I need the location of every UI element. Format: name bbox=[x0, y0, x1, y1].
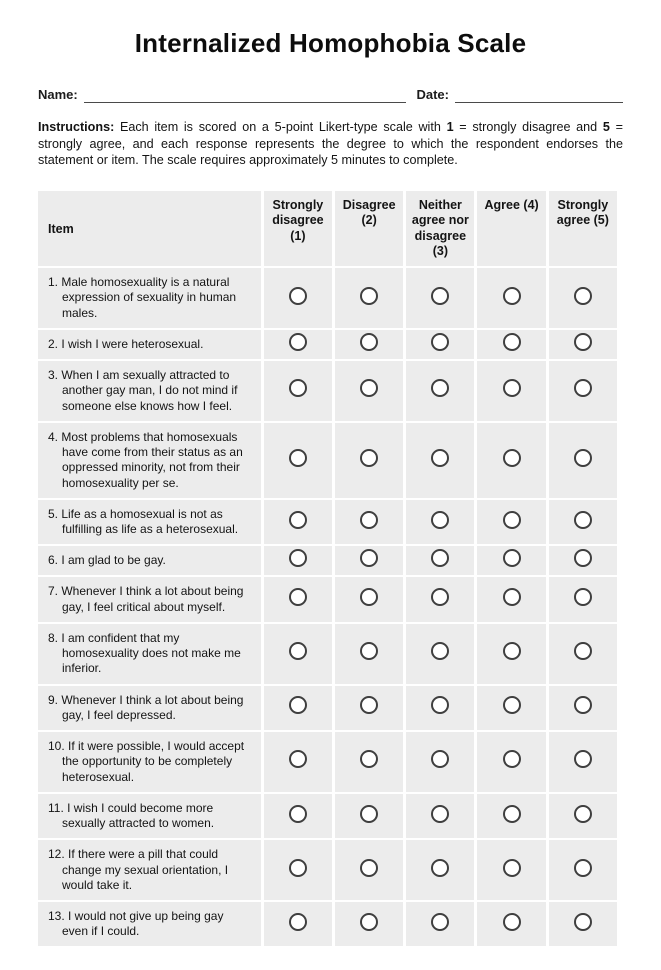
instructions-bold-5: 5 bbox=[602, 120, 610, 134]
choice-cell bbox=[549, 577, 617, 621]
likert-column-header: Strongly agree (5) bbox=[549, 191, 617, 266]
item-text: 1. Male homosexuality is a natural expression of sexuality in human males. bbox=[38, 268, 261, 328]
instructions-paragraph bbox=[38, 119, 623, 169]
radio-circle[interactable] bbox=[431, 642, 449, 660]
radio-circle[interactable] bbox=[503, 750, 521, 768]
choice-cell bbox=[406, 840, 474, 900]
radio-circle[interactable] bbox=[503, 588, 521, 606]
radio-circle[interactable] bbox=[503, 549, 521, 567]
choice-cell bbox=[406, 546, 474, 575]
item-text: 7. Whenever I think a lot about being gay, I feel critical about myself. bbox=[38, 577, 261, 621]
table-row bbox=[38, 268, 617, 328]
choice-cell bbox=[549, 268, 617, 328]
radio-circle[interactable] bbox=[431, 805, 449, 823]
item-column-header: Item bbox=[38, 191, 261, 266]
choice-cell bbox=[549, 624, 617, 684]
radio-circle[interactable] bbox=[289, 859, 307, 877]
radio-circle[interactable] bbox=[289, 805, 307, 823]
radio-circle[interactable] bbox=[574, 750, 592, 768]
choice-cell bbox=[264, 686, 332, 730]
choice-cell bbox=[264, 794, 332, 838]
likert-column-header: Disagree (2) bbox=[335, 191, 403, 266]
choice-cell bbox=[406, 500, 474, 544]
table-row bbox=[38, 423, 617, 498]
choice-cell bbox=[477, 902, 545, 946]
choice-cell bbox=[549, 423, 617, 498]
radio-circle[interactable] bbox=[431, 333, 449, 351]
radio-circle[interactable] bbox=[360, 333, 378, 351]
choice-cell bbox=[477, 500, 545, 544]
table-row bbox=[38, 330, 617, 359]
choice-cell bbox=[264, 577, 332, 621]
likert-table-body bbox=[38, 268, 617, 946]
choice-cell bbox=[335, 330, 403, 359]
radio-circle[interactable] bbox=[289, 549, 307, 567]
table-row bbox=[38, 794, 617, 838]
choice-cell bbox=[477, 732, 545, 792]
choice-cell bbox=[264, 330, 332, 359]
choice-cell bbox=[335, 577, 403, 621]
choice-cell bbox=[264, 902, 332, 946]
item-text: 6. I am glad to be gay. bbox=[38, 546, 261, 575]
choice-cell bbox=[549, 546, 617, 575]
radio-circle[interactable] bbox=[503, 379, 521, 397]
choice-cell bbox=[549, 840, 617, 900]
radio-circle[interactable] bbox=[360, 379, 378, 397]
radio-circle[interactable] bbox=[289, 913, 307, 931]
item-text: 11. I wish I could become more sexually attracted to women. bbox=[38, 794, 261, 838]
radio-circle[interactable] bbox=[431, 511, 449, 529]
choice-cell bbox=[406, 794, 474, 838]
item-text: 13. I would not give up being gay even if I could. bbox=[38, 902, 261, 946]
choice-cell bbox=[549, 902, 617, 946]
date-input-line[interactable] bbox=[455, 88, 623, 103]
radio-circle[interactable] bbox=[360, 913, 378, 931]
radio-circle[interactable] bbox=[503, 287, 521, 305]
radio-circle[interactable] bbox=[574, 287, 592, 305]
item-text: 4. Most problems that homosexuals have come from their status as an oppressed minority, not from their homosexuality per se. bbox=[38, 423, 261, 498]
choice-cell bbox=[549, 732, 617, 792]
radio-circle[interactable] bbox=[289, 379, 307, 397]
radio-circle[interactable] bbox=[574, 333, 592, 351]
radio-circle[interactable] bbox=[431, 859, 449, 877]
choice-cell bbox=[335, 500, 403, 544]
choice-cell bbox=[335, 902, 403, 946]
choice-cell bbox=[335, 361, 403, 421]
choice-cell bbox=[477, 546, 545, 575]
choice-cell bbox=[549, 794, 617, 838]
choice-cell bbox=[264, 732, 332, 792]
likert-scale-table bbox=[35, 189, 620, 948]
radio-circle[interactable] bbox=[574, 549, 592, 567]
choice-cell bbox=[264, 546, 332, 575]
table-row bbox=[38, 902, 617, 946]
radio-circle[interactable] bbox=[289, 287, 307, 305]
choice-cell bbox=[406, 577, 474, 621]
radio-circle[interactable] bbox=[574, 642, 592, 660]
table-header-row bbox=[38, 191, 617, 266]
radio-circle[interactable] bbox=[574, 859, 592, 877]
item-text: 9. Whenever I think a lot about being gay, I feel depressed. bbox=[38, 686, 261, 730]
name-date-row bbox=[38, 87, 623, 103]
choice-cell bbox=[264, 500, 332, 544]
radio-circle[interactable] bbox=[574, 696, 592, 714]
date-label: Date: bbox=[416, 87, 449, 102]
radio-circle[interactable] bbox=[431, 588, 449, 606]
radio-circle[interactable] bbox=[431, 287, 449, 305]
item-text: 5. Life as a homosexual is not as fulfilling as life as a heterosexual. bbox=[38, 500, 261, 544]
radio-circle[interactable] bbox=[360, 287, 378, 305]
instructions-bold-1: 1 bbox=[446, 120, 454, 134]
radio-circle[interactable] bbox=[574, 805, 592, 823]
radio-circle[interactable] bbox=[360, 859, 378, 877]
radio-circle[interactable] bbox=[503, 642, 521, 660]
table-row bbox=[38, 577, 617, 621]
radio-circle[interactable] bbox=[574, 511, 592, 529]
choice-cell bbox=[477, 624, 545, 684]
item-text: 10. If it were possible, I would accept the opportunity to be completely heterosexual. bbox=[38, 732, 261, 792]
likert-column-header: Neither agree nor disagree (3) bbox=[406, 191, 474, 266]
table-row bbox=[38, 686, 617, 730]
table-row bbox=[38, 500, 617, 544]
radio-circle[interactable] bbox=[431, 549, 449, 567]
radio-circle[interactable] bbox=[360, 642, 378, 660]
choice-cell bbox=[549, 686, 617, 730]
choice-cell bbox=[335, 423, 403, 498]
choice-cell bbox=[406, 902, 474, 946]
radio-circle[interactable] bbox=[503, 913, 521, 931]
radio-circle[interactable] bbox=[431, 449, 449, 467]
table-row bbox=[38, 840, 617, 900]
choice-cell bbox=[406, 268, 474, 328]
choice-cell bbox=[477, 840, 545, 900]
radio-circle[interactable] bbox=[360, 511, 378, 529]
choice-cell bbox=[549, 500, 617, 544]
radio-circle[interactable] bbox=[503, 449, 521, 467]
radio-circle[interactable] bbox=[503, 696, 521, 714]
radio-circle[interactable] bbox=[289, 750, 307, 768]
choice-cell bbox=[264, 268, 332, 328]
radio-circle[interactable] bbox=[503, 333, 521, 351]
likert-column-header: Agree (4) bbox=[477, 191, 545, 266]
radio-circle[interactable] bbox=[574, 379, 592, 397]
radio-circle[interactable] bbox=[360, 750, 378, 768]
radio-circle[interactable] bbox=[574, 449, 592, 467]
radio-circle[interactable] bbox=[360, 696, 378, 714]
choice-cell bbox=[477, 423, 545, 498]
radio-circle[interactable] bbox=[431, 913, 449, 931]
radio-circle[interactable] bbox=[289, 511, 307, 529]
choice-cell bbox=[406, 624, 474, 684]
instructions-text-1: Each item is scored on a 5-point Likert-type scale with bbox=[114, 120, 447, 134]
choice-cell bbox=[264, 423, 332, 498]
table-row bbox=[38, 361, 617, 421]
page-title: Internalized Homophobia Scale bbox=[134, 28, 527, 58]
name-label: Name: bbox=[38, 87, 78, 102]
instructions-text-3: = strongly agree, and each response represents the degree to which the respondent endorses the statement or item. The scale requires approximately 5 minutes to complete. bbox=[38, 120, 623, 168]
radio-circle[interactable] bbox=[503, 511, 521, 529]
radio-circle[interactable] bbox=[431, 750, 449, 768]
instructions-text-2: = strongly disagree and bbox=[453, 120, 603, 134]
choice-cell bbox=[406, 686, 474, 730]
table-row bbox=[38, 624, 617, 684]
choice-cell bbox=[477, 794, 545, 838]
choice-cell bbox=[335, 268, 403, 328]
radio-circle[interactable] bbox=[574, 588, 592, 606]
radio-circle[interactable] bbox=[574, 913, 592, 931]
choice-cell bbox=[406, 330, 474, 359]
radio-circle[interactable] bbox=[360, 588, 378, 606]
choice-cell bbox=[264, 361, 332, 421]
choice-cell bbox=[549, 330, 617, 359]
choice-cell bbox=[406, 361, 474, 421]
choice-cell bbox=[335, 840, 403, 900]
radio-circle[interactable] bbox=[431, 379, 449, 397]
radio-circle[interactable] bbox=[289, 642, 307, 660]
radio-circle[interactable] bbox=[289, 333, 307, 351]
choice-cell bbox=[335, 686, 403, 730]
choice-cell bbox=[335, 732, 403, 792]
name-input-line[interactable] bbox=[84, 88, 407, 103]
radio-circle[interactable] bbox=[360, 549, 378, 567]
radio-circle[interactable] bbox=[431, 696, 449, 714]
choice-cell bbox=[549, 361, 617, 421]
choice-cell bbox=[477, 686, 545, 730]
table-row bbox=[38, 546, 617, 575]
choice-cell bbox=[406, 423, 474, 498]
choice-cell bbox=[335, 624, 403, 684]
radio-circle[interactable] bbox=[503, 859, 521, 877]
choice-cell bbox=[264, 840, 332, 900]
likert-column-header: Strongly disagree (1) bbox=[264, 191, 332, 266]
choice-cell bbox=[335, 546, 403, 575]
choice-cell bbox=[406, 732, 474, 792]
item-text: 2. I wish I were heterosexual. bbox=[38, 330, 261, 359]
item-text: 8. I am confident that my homosexuality does not make me inferior. bbox=[38, 624, 261, 684]
radio-circle[interactable] bbox=[289, 588, 307, 606]
choice-cell bbox=[335, 794, 403, 838]
radio-circle[interactable] bbox=[289, 449, 307, 467]
radio-circle[interactable] bbox=[360, 449, 378, 467]
item-text: 3. When I am sexually attracted to another gay man, I do not mind if someone else knows how I feel. bbox=[38, 361, 261, 421]
choice-cell bbox=[477, 577, 545, 621]
radio-circle[interactable] bbox=[360, 805, 378, 823]
choice-cell bbox=[477, 330, 545, 359]
item-text: 12. If there were a pill that could change my sexual orientation, I would take it. bbox=[38, 840, 261, 900]
radio-circle[interactable] bbox=[503, 805, 521, 823]
radio-circle[interactable] bbox=[289, 696, 307, 714]
choice-cell bbox=[477, 361, 545, 421]
table-row bbox=[38, 732, 617, 792]
choice-cell bbox=[477, 268, 545, 328]
choice-cell bbox=[264, 624, 332, 684]
instructions-label: Instructions: bbox=[38, 120, 115, 134]
